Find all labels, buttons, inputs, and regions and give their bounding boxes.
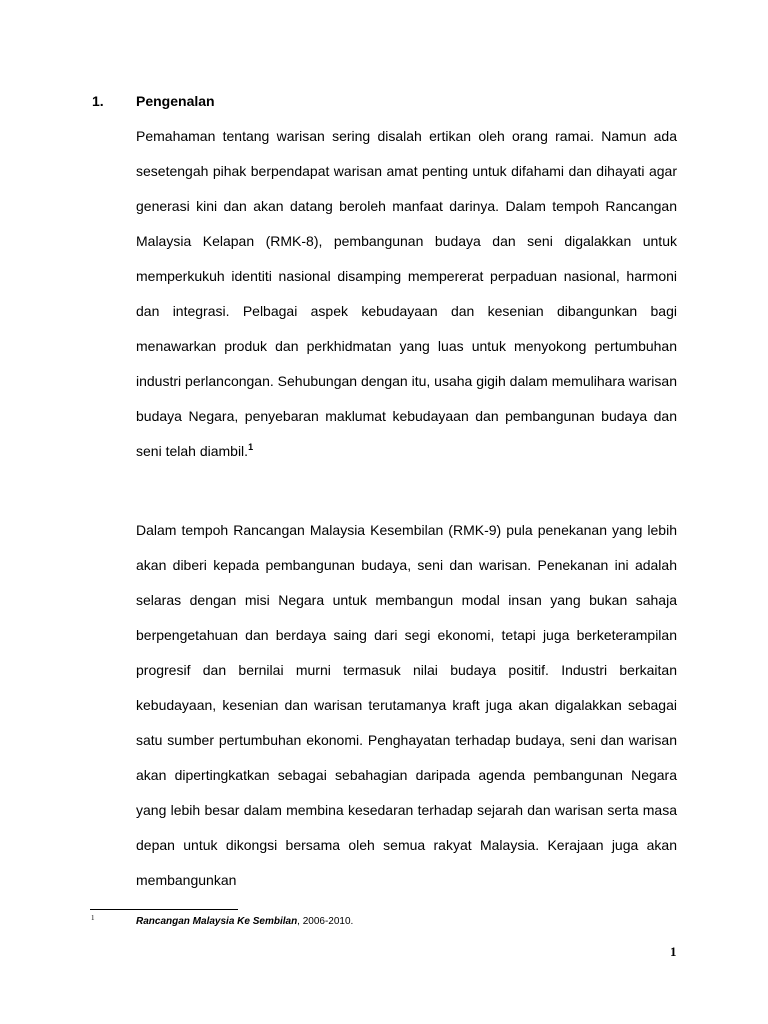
footnote-title: Rancangan Malaysia Ke Sembilan <box>136 916 298 927</box>
footnote-separator <box>90 909 238 910</box>
paragraph-intro <box>136 119 677 469</box>
footnote-marker: 1 <box>91 914 95 922</box>
section-number: 1. <box>92 93 104 109</box>
footnote-text: , 2006-2010. <box>297 916 354 927</box>
paragraph-intro-text: Pemahaman tentang warisan sering disalah ertikan oleh orang ramai. Namun ada sesetengah pihak berpendapat warisan amat penting untuk difahami dan dihayati agar generasi kini dan akan datang beroleh manfaat darinya. Dalam tempoh Rancangan Malaysia Kelapan (RMK-8), pembangunan budaya dan seni digalakkan untuk memperkukuh identiti nasional disamping mempererat perpaduan nasional, harmoni dan integrasi. Pelbagai aspek kebudayaan dan kesenian dibangunkan bagi menawarkan produk dan perkhidmatan yang luas untuk menyokong pertumbuhan industri perlancongan. Sehubungan dengan itu, usaha gigih dalam memulihara warisan budaya Negara, penyebaran maklumat kebudayaan dan pembangunan budaya dan seni telah diambil. <box>136 128 677 459</box>
page-number: 1 <box>670 944 677 959</box>
footnote-reference[interactable]: 1 <box>248 442 254 452</box>
footnote <box>136 916 353 927</box>
paragraph-rmk9: Dalam tempoh Rancangan Malaysia Kesembilan (RMK-9) pula penekanan yang lebih akan diberi kepada pembangunan budaya, seni dan warisan. Penekanan ini adalah selaras dengan misi Negara untuk membangun modal insan yang bukan sahaja berpengetahuan dan berdaya saing dari segi ekonomi, tetapi juga berketerampilan progresif dan bernilai murni termasuk nilai budaya positif. Industri berkaitan kebudayaan, kesenian dan warisan terutamanya kraft juga akan digalakkan sebagai satu sumber pertumbuhan ekonomi. Penghayatan terhadap budaya, seni dan warisan akan dipertingkatkan sebagai sebahagian daripada agenda pembangunan Negara yang lebih besar dalam membina kesedaran terhadap sejarah dan warisan serta masa depan untuk dikongsi bersama oleh semua rakyat Malaysia. Kerajaan juga akan membangunkan <box>136 522 677 888</box>
section-title: Pengenalan <box>136 93 215 109</box>
